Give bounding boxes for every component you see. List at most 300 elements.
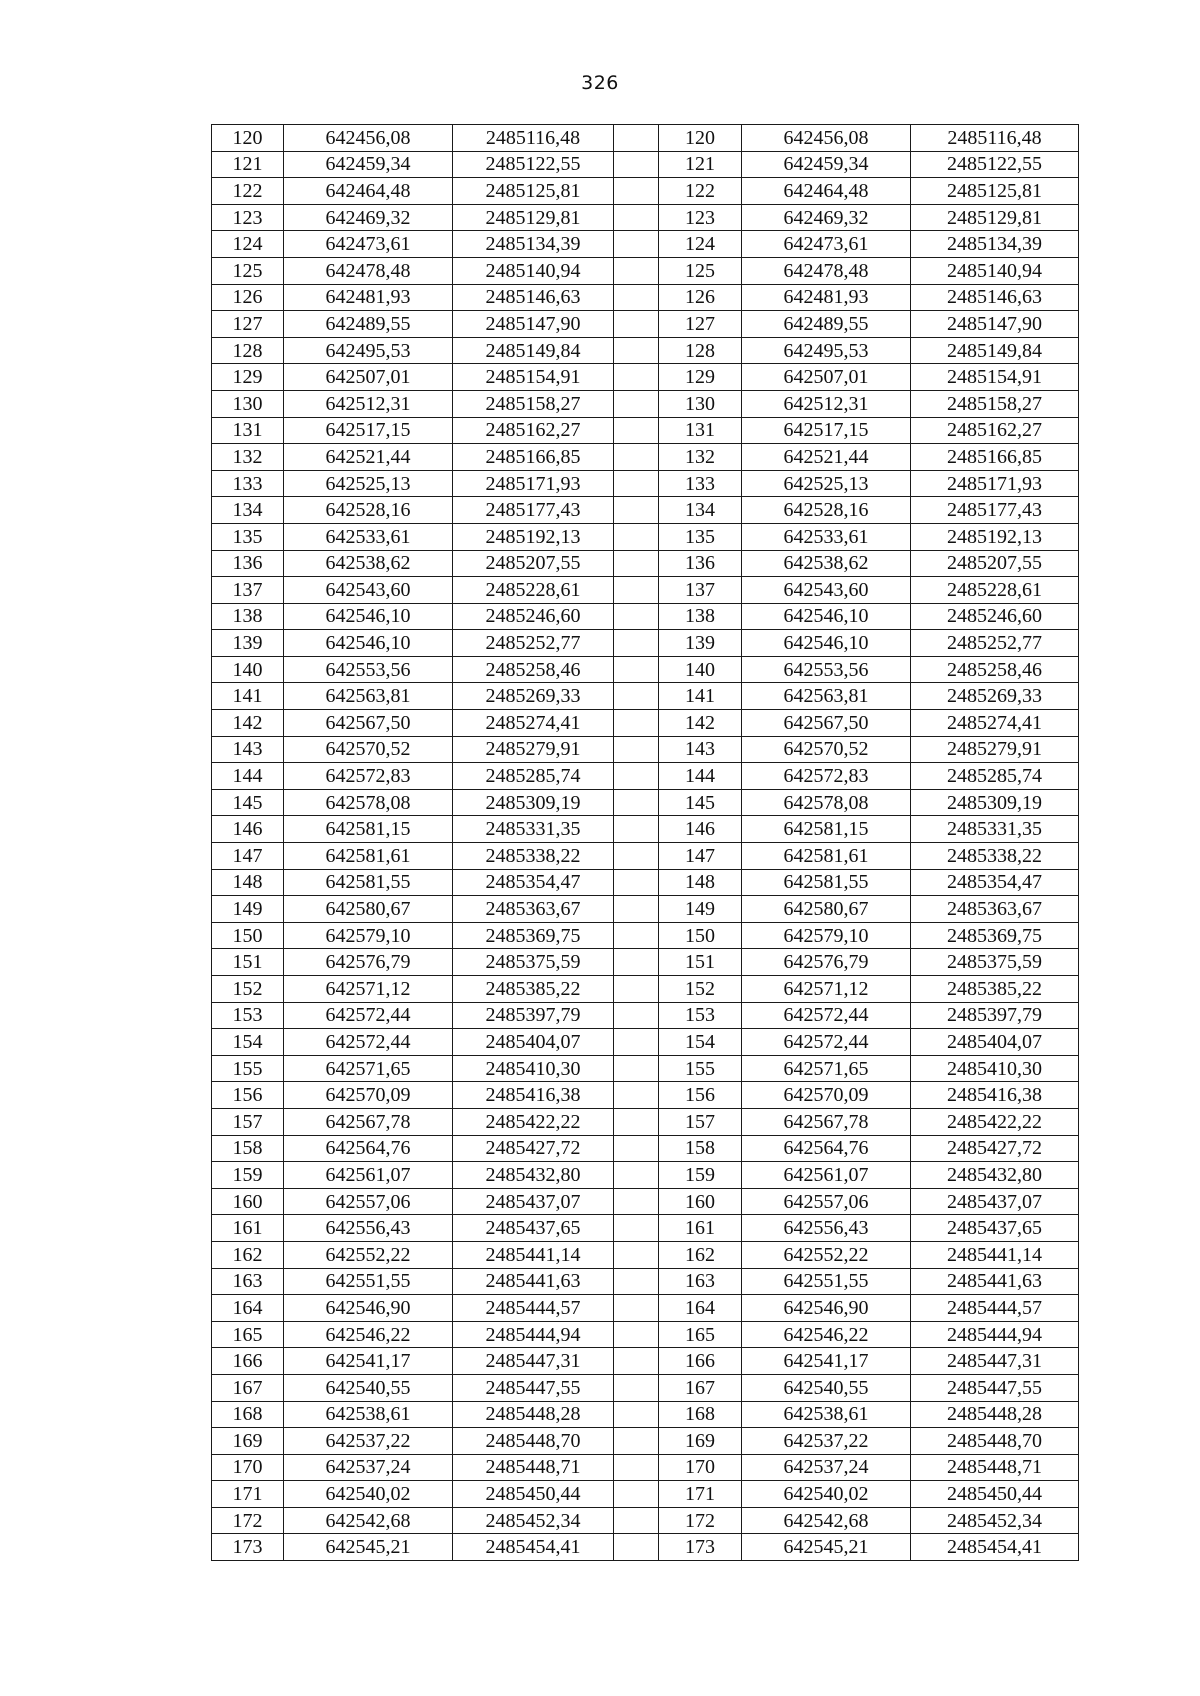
table-row	[212, 1055, 1079, 1082]
right-x-coordinate-cell: 642572,44	[742, 1002, 911, 1029]
table-row	[212, 603, 1079, 630]
separator-cell	[614, 523, 659, 550]
left-y-coordinate-cell: 2485410,30	[453, 1055, 614, 1082]
left-point-number-cell: 167	[212, 1374, 284, 1401]
table-row	[212, 1108, 1079, 1135]
right-point-number-cell: 152	[659, 976, 742, 1003]
separator-cell	[614, 284, 659, 311]
right-x-coordinate-cell: 642540,02	[742, 1481, 911, 1508]
separator-cell	[614, 444, 659, 471]
left-y-coordinate-cell: 2485147,90	[453, 311, 614, 338]
separator-cell	[614, 1108, 659, 1135]
left-y-coordinate-cell: 2485116,48	[453, 125, 614, 152]
table-row	[212, 816, 1079, 843]
right-x-coordinate-cell: 642581,61	[742, 843, 911, 870]
right-x-coordinate-cell: 642469,32	[742, 204, 911, 231]
right-point-number-cell: 165	[659, 1321, 742, 1348]
right-x-coordinate-cell: 642570,09	[742, 1082, 911, 1109]
left-point-number-cell: 152	[212, 976, 284, 1003]
left-point-number-cell: 163	[212, 1268, 284, 1295]
separator-cell	[614, 364, 659, 391]
separator-cell	[614, 417, 659, 444]
table-row	[212, 896, 1079, 923]
table-row	[212, 1082, 1079, 1109]
left-point-number-cell: 155	[212, 1055, 284, 1082]
left-x-coordinate-cell: 642563,81	[284, 683, 453, 710]
right-x-coordinate-cell: 642538,62	[742, 550, 911, 577]
separator-cell	[614, 736, 659, 763]
left-y-coordinate-cell: 2485125,81	[453, 178, 614, 205]
left-y-coordinate-cell: 2485448,70	[453, 1428, 614, 1455]
left-point-number-cell: 121	[212, 151, 284, 178]
table-row	[212, 1321, 1079, 1348]
left-x-coordinate-cell: 642473,61	[284, 231, 453, 258]
separator-cell	[614, 1002, 659, 1029]
separator-cell	[614, 1374, 659, 1401]
left-x-coordinate-cell: 642459,34	[284, 151, 453, 178]
left-x-coordinate-cell: 642564,76	[284, 1135, 453, 1162]
right-y-coordinate-cell: 2485228,61	[911, 577, 1079, 604]
right-x-coordinate-cell: 642528,16	[742, 497, 911, 524]
right-point-number-cell: 141	[659, 683, 742, 710]
left-x-coordinate-cell: 642469,32	[284, 204, 453, 231]
left-x-coordinate-cell: 642581,55	[284, 869, 453, 896]
table-row	[212, 1188, 1079, 1215]
right-y-coordinate-cell: 2485154,91	[911, 364, 1079, 391]
right-point-number-cell: 158	[659, 1135, 742, 1162]
right-y-coordinate-cell: 2485448,28	[911, 1401, 1079, 1428]
left-x-coordinate-cell: 642567,78	[284, 1108, 453, 1135]
left-x-coordinate-cell: 642553,56	[284, 656, 453, 683]
table-row	[212, 1268, 1079, 1295]
left-x-coordinate-cell: 642533,61	[284, 523, 453, 550]
left-point-number-cell: 148	[212, 869, 284, 896]
left-x-coordinate-cell: 642557,06	[284, 1188, 453, 1215]
left-point-number-cell: 153	[212, 1002, 284, 1029]
right-point-number-cell: 136	[659, 550, 742, 577]
left-y-coordinate-cell: 2485207,55	[453, 550, 614, 577]
right-x-coordinate-cell: 642572,44	[742, 1029, 911, 1056]
left-y-coordinate-cell: 2485140,94	[453, 257, 614, 284]
table-row	[212, 497, 1079, 524]
separator-cell	[614, 683, 659, 710]
right-y-coordinate-cell: 2485269,33	[911, 683, 1079, 710]
right-point-number-cell: 162	[659, 1241, 742, 1268]
right-y-coordinate-cell: 2485338,22	[911, 843, 1079, 870]
right-point-number-cell: 170	[659, 1454, 742, 1481]
separator-cell	[614, 896, 659, 923]
left-y-coordinate-cell: 2485432,80	[453, 1162, 614, 1189]
left-x-coordinate-cell: 642570,52	[284, 736, 453, 763]
right-y-coordinate-cell: 2485149,84	[911, 337, 1079, 364]
right-point-number-cell: 131	[659, 417, 742, 444]
right-y-coordinate-cell: 2485331,35	[911, 816, 1079, 843]
left-x-coordinate-cell: 642464,48	[284, 178, 453, 205]
table-row	[212, 204, 1079, 231]
left-y-coordinate-cell: 2485228,61	[453, 577, 614, 604]
right-x-coordinate-cell: 642551,55	[742, 1268, 911, 1295]
left-y-coordinate-cell: 2485162,27	[453, 417, 614, 444]
left-y-coordinate-cell: 2485416,38	[453, 1082, 614, 1109]
right-y-coordinate-cell: 2485125,81	[911, 178, 1079, 205]
separator-cell	[614, 630, 659, 657]
left-y-coordinate-cell: 2485441,14	[453, 1241, 614, 1268]
separator-cell	[614, 816, 659, 843]
right-y-coordinate-cell: 2485404,07	[911, 1029, 1079, 1056]
left-point-number-cell: 126	[212, 284, 284, 311]
right-y-coordinate-cell: 2485116,48	[911, 125, 1079, 152]
table-row	[212, 1534, 1079, 1561]
table-row	[212, 125, 1079, 152]
right-y-coordinate-cell: 2485122,55	[911, 151, 1079, 178]
right-x-coordinate-cell: 642537,22	[742, 1428, 911, 1455]
right-y-coordinate-cell: 2485441,63	[911, 1268, 1079, 1295]
left-x-coordinate-cell: 642525,13	[284, 470, 453, 497]
table-row	[212, 1374, 1079, 1401]
separator-cell	[614, 789, 659, 816]
right-y-coordinate-cell: 2485448,70	[911, 1428, 1079, 1455]
left-x-coordinate-cell: 642456,08	[284, 125, 453, 152]
table-row	[212, 257, 1079, 284]
separator-cell	[614, 1029, 659, 1056]
left-y-coordinate-cell: 2485427,72	[453, 1135, 614, 1162]
left-x-coordinate-cell: 642481,93	[284, 284, 453, 311]
left-point-number-cell: 140	[212, 656, 284, 683]
table-row	[212, 763, 1079, 790]
left-point-number-cell: 158	[212, 1135, 284, 1162]
left-y-coordinate-cell: 2485129,81	[453, 204, 614, 231]
separator-cell	[614, 922, 659, 949]
separator-cell	[614, 257, 659, 284]
right-y-coordinate-cell: 2485452,34	[911, 1507, 1079, 1534]
left-y-coordinate-cell: 2485279,91	[453, 736, 614, 763]
right-y-coordinate-cell: 2485369,75	[911, 922, 1079, 949]
separator-cell	[614, 1215, 659, 1242]
right-y-coordinate-cell: 2485397,79	[911, 1002, 1079, 1029]
left-point-number-cell: 120	[212, 125, 284, 152]
right-y-coordinate-cell: 2485285,74	[911, 763, 1079, 790]
separator-cell	[614, 1454, 659, 1481]
left-y-coordinate-cell: 2485177,43	[453, 497, 614, 524]
right-x-coordinate-cell: 642572,83	[742, 763, 911, 790]
left-y-coordinate-cell: 2485274,41	[453, 710, 614, 737]
coordinates-table	[211, 124, 1079, 1561]
left-y-coordinate-cell: 2485422,22	[453, 1108, 614, 1135]
right-point-number-cell: 129	[659, 364, 742, 391]
right-x-coordinate-cell: 642563,81	[742, 683, 911, 710]
left-point-number-cell: 154	[212, 1029, 284, 1056]
separator-cell	[614, 390, 659, 417]
right-point-number-cell: 133	[659, 470, 742, 497]
separator-cell	[614, 151, 659, 178]
right-point-number-cell: 157	[659, 1108, 742, 1135]
left-point-number-cell: 169	[212, 1428, 284, 1455]
right-x-coordinate-cell: 642546,22	[742, 1321, 911, 1348]
left-x-coordinate-cell: 642540,02	[284, 1481, 453, 1508]
table-row	[212, 444, 1079, 471]
right-x-coordinate-cell: 642567,78	[742, 1108, 911, 1135]
left-y-coordinate-cell: 2485258,46	[453, 656, 614, 683]
left-point-number-cell: 135	[212, 523, 284, 550]
left-point-number-cell: 124	[212, 231, 284, 258]
left-x-coordinate-cell: 642489,55	[284, 311, 453, 338]
left-y-coordinate-cell: 2485154,91	[453, 364, 614, 391]
left-x-coordinate-cell: 642572,83	[284, 763, 453, 790]
left-x-coordinate-cell: 642538,62	[284, 550, 453, 577]
table-row	[212, 364, 1079, 391]
right-point-number-cell: 163	[659, 1268, 742, 1295]
left-x-coordinate-cell: 642551,55	[284, 1268, 453, 1295]
left-y-coordinate-cell: 2485444,94	[453, 1321, 614, 1348]
left-y-coordinate-cell: 2485354,47	[453, 869, 614, 896]
right-y-coordinate-cell: 2485177,43	[911, 497, 1079, 524]
right-x-coordinate-cell: 642578,08	[742, 789, 911, 816]
left-x-coordinate-cell: 642540,55	[284, 1374, 453, 1401]
table-row	[212, 417, 1079, 444]
left-x-coordinate-cell: 642552,22	[284, 1241, 453, 1268]
left-y-coordinate-cell: 2485437,07	[453, 1188, 614, 1215]
right-x-coordinate-cell: 642525,13	[742, 470, 911, 497]
right-point-number-cell: 137	[659, 577, 742, 604]
left-point-number-cell: 157	[212, 1108, 284, 1135]
right-x-coordinate-cell: 642521,44	[742, 444, 911, 471]
right-point-number-cell: 151	[659, 949, 742, 976]
right-y-coordinate-cell: 2485416,38	[911, 1082, 1079, 1109]
right-point-number-cell: 139	[659, 630, 742, 657]
table-row	[212, 178, 1079, 205]
right-point-number-cell: 156	[659, 1082, 742, 1109]
table-row	[212, 656, 1079, 683]
left-x-coordinate-cell: 642576,79	[284, 949, 453, 976]
table-row	[212, 1454, 1079, 1481]
left-x-coordinate-cell: 642495,53	[284, 337, 453, 364]
table-row	[212, 523, 1079, 550]
right-y-coordinate-cell: 2485354,47	[911, 869, 1079, 896]
left-y-coordinate-cell: 2485444,57	[453, 1295, 614, 1322]
right-y-coordinate-cell: 2485140,94	[911, 257, 1079, 284]
left-x-coordinate-cell: 642572,44	[284, 1002, 453, 1029]
right-x-coordinate-cell: 642567,50	[742, 710, 911, 737]
left-point-number-cell: 147	[212, 843, 284, 870]
separator-cell	[614, 311, 659, 338]
right-x-coordinate-cell: 642464,48	[742, 178, 911, 205]
left-x-coordinate-cell: 642567,50	[284, 710, 453, 737]
left-point-number-cell: 160	[212, 1188, 284, 1215]
table-row	[212, 1401, 1079, 1428]
left-x-coordinate-cell: 642571,65	[284, 1055, 453, 1082]
left-point-number-cell: 134	[212, 497, 284, 524]
right-y-coordinate-cell: 2485158,27	[911, 390, 1079, 417]
right-point-number-cell: 154	[659, 1029, 742, 1056]
left-x-coordinate-cell: 642570,09	[284, 1082, 453, 1109]
separator-cell	[614, 1162, 659, 1189]
table-row	[212, 789, 1079, 816]
table-row	[212, 1241, 1079, 1268]
left-point-number-cell: 143	[212, 736, 284, 763]
right-x-coordinate-cell: 642564,76	[742, 1135, 911, 1162]
right-point-number-cell: 122	[659, 178, 742, 205]
table-row	[212, 1507, 1079, 1534]
right-point-number-cell: 146	[659, 816, 742, 843]
right-point-number-cell: 145	[659, 789, 742, 816]
left-x-coordinate-cell: 642528,16	[284, 497, 453, 524]
separator-cell	[614, 550, 659, 577]
left-y-coordinate-cell: 2485363,67	[453, 896, 614, 923]
right-x-coordinate-cell: 642538,61	[742, 1401, 911, 1428]
right-x-coordinate-cell: 642543,60	[742, 577, 911, 604]
right-point-number-cell: 161	[659, 1215, 742, 1242]
table-row	[212, 151, 1079, 178]
left-y-coordinate-cell: 2485246,60	[453, 603, 614, 630]
right-y-coordinate-cell: 2485437,65	[911, 1215, 1079, 1242]
left-y-coordinate-cell: 2485158,27	[453, 390, 614, 417]
right-y-coordinate-cell: 2485146,63	[911, 284, 1079, 311]
separator-cell	[614, 710, 659, 737]
right-y-coordinate-cell: 2485252,77	[911, 630, 1079, 657]
separator-cell	[614, 976, 659, 1003]
right-point-number-cell: 173	[659, 1534, 742, 1561]
right-y-coordinate-cell: 2485444,94	[911, 1321, 1079, 1348]
left-point-number-cell: 168	[212, 1401, 284, 1428]
left-x-coordinate-cell: 642572,44	[284, 1029, 453, 1056]
left-y-coordinate-cell: 2485447,55	[453, 1374, 614, 1401]
table-row	[212, 311, 1079, 338]
left-y-coordinate-cell: 2485309,19	[453, 789, 614, 816]
right-point-number-cell: 130	[659, 390, 742, 417]
left-point-number-cell: 129	[212, 364, 284, 391]
right-x-coordinate-cell: 642552,22	[742, 1241, 911, 1268]
table-row	[212, 630, 1079, 657]
left-x-coordinate-cell: 642561,07	[284, 1162, 453, 1189]
separator-cell	[614, 1295, 659, 1322]
left-x-coordinate-cell: 642546,10	[284, 603, 453, 630]
right-x-coordinate-cell: 642517,15	[742, 417, 911, 444]
left-x-coordinate-cell: 642478,48	[284, 257, 453, 284]
right-y-coordinate-cell: 2485448,71	[911, 1454, 1079, 1481]
right-x-coordinate-cell: 642537,24	[742, 1454, 911, 1481]
table-row	[212, 337, 1079, 364]
left-point-number-cell: 127	[212, 311, 284, 338]
right-x-coordinate-cell: 642579,10	[742, 922, 911, 949]
left-point-number-cell: 173	[212, 1534, 284, 1561]
right-y-coordinate-cell: 2485129,81	[911, 204, 1079, 231]
left-point-number-cell: 136	[212, 550, 284, 577]
right-y-coordinate-cell: 2485441,14	[911, 1241, 1079, 1268]
right-point-number-cell: 160	[659, 1188, 742, 1215]
right-point-number-cell: 166	[659, 1348, 742, 1375]
right-point-number-cell: 159	[659, 1162, 742, 1189]
right-point-number-cell: 171	[659, 1481, 742, 1508]
right-point-number-cell: 147	[659, 843, 742, 870]
right-point-number-cell: 142	[659, 710, 742, 737]
left-point-number-cell: 161	[212, 1215, 284, 1242]
left-y-coordinate-cell: 2485134,39	[453, 231, 614, 258]
left-y-coordinate-cell: 2485369,75	[453, 922, 614, 949]
right-y-coordinate-cell: 2485427,72	[911, 1135, 1079, 1162]
table-row	[212, 1215, 1079, 1242]
right-y-coordinate-cell: 2485309,19	[911, 789, 1079, 816]
right-point-number-cell: 123	[659, 204, 742, 231]
right-y-coordinate-cell: 2485166,85	[911, 444, 1079, 471]
coordinates-table-body	[212, 125, 1079, 1561]
separator-cell	[614, 603, 659, 630]
left-x-coordinate-cell: 642537,24	[284, 1454, 453, 1481]
left-x-coordinate-cell: 642545,21	[284, 1534, 453, 1561]
separator-cell	[614, 204, 659, 231]
left-point-number-cell: 162	[212, 1241, 284, 1268]
left-y-coordinate-cell: 2485450,44	[453, 1481, 614, 1508]
right-point-number-cell: 168	[659, 1401, 742, 1428]
right-point-number-cell: 124	[659, 231, 742, 258]
right-x-coordinate-cell: 642481,93	[742, 284, 911, 311]
left-x-coordinate-cell: 642517,15	[284, 417, 453, 444]
right-point-number-cell: 153	[659, 1002, 742, 1029]
right-y-coordinate-cell: 2485437,07	[911, 1188, 1079, 1215]
right-point-number-cell: 140	[659, 656, 742, 683]
right-x-coordinate-cell: 642459,34	[742, 151, 911, 178]
left-y-coordinate-cell: 2485192,13	[453, 523, 614, 550]
table-row	[212, 1295, 1079, 1322]
right-y-coordinate-cell: 2485375,59	[911, 949, 1079, 976]
left-x-coordinate-cell: 642543,60	[284, 577, 453, 604]
left-y-coordinate-cell: 2485146,63	[453, 284, 614, 311]
left-point-number-cell: 146	[212, 816, 284, 843]
left-point-number-cell: 131	[212, 417, 284, 444]
left-x-coordinate-cell: 642578,08	[284, 789, 453, 816]
right-y-coordinate-cell: 2485410,30	[911, 1055, 1079, 1082]
left-y-coordinate-cell: 2485447,31	[453, 1348, 614, 1375]
table-row	[212, 949, 1079, 976]
right-x-coordinate-cell: 642541,17	[742, 1348, 911, 1375]
left-point-number-cell: 150	[212, 922, 284, 949]
left-point-number-cell: 151	[212, 949, 284, 976]
left-point-number-cell: 165	[212, 1321, 284, 1348]
left-x-coordinate-cell: 642512,31	[284, 390, 453, 417]
right-x-coordinate-cell: 642581,15	[742, 816, 911, 843]
right-x-coordinate-cell: 642546,10	[742, 603, 911, 630]
table-row	[212, 869, 1079, 896]
left-x-coordinate-cell: 642507,01	[284, 364, 453, 391]
right-y-coordinate-cell: 2485279,91	[911, 736, 1079, 763]
separator-cell	[614, 1534, 659, 1561]
left-y-coordinate-cell: 2485452,34	[453, 1507, 614, 1534]
right-x-coordinate-cell: 642507,01	[742, 364, 911, 391]
separator-cell	[614, 577, 659, 604]
right-y-coordinate-cell: 2485134,39	[911, 231, 1079, 258]
table-row	[212, 710, 1079, 737]
right-x-coordinate-cell: 642542,68	[742, 1507, 911, 1534]
right-x-coordinate-cell: 642561,07	[742, 1162, 911, 1189]
right-x-coordinate-cell: 642571,12	[742, 976, 911, 1003]
left-point-number-cell: 170	[212, 1454, 284, 1481]
right-y-coordinate-cell: 2485422,22	[911, 1108, 1079, 1135]
separator-cell	[614, 178, 659, 205]
separator-cell	[614, 1055, 659, 1082]
left-x-coordinate-cell: 642538,61	[284, 1401, 453, 1428]
separator-cell	[614, 1428, 659, 1455]
separator-cell	[614, 1481, 659, 1508]
left-x-coordinate-cell: 642556,43	[284, 1215, 453, 1242]
right-point-number-cell: 167	[659, 1374, 742, 1401]
left-point-number-cell: 139	[212, 630, 284, 657]
right-x-coordinate-cell: 642456,08	[742, 125, 911, 152]
left-y-coordinate-cell: 2485437,65	[453, 1215, 614, 1242]
right-y-coordinate-cell: 2485444,57	[911, 1295, 1079, 1322]
right-point-number-cell: 143	[659, 736, 742, 763]
right-y-coordinate-cell: 2485274,41	[911, 710, 1079, 737]
left-point-number-cell: 144	[212, 763, 284, 790]
right-x-coordinate-cell: 642581,55	[742, 869, 911, 896]
